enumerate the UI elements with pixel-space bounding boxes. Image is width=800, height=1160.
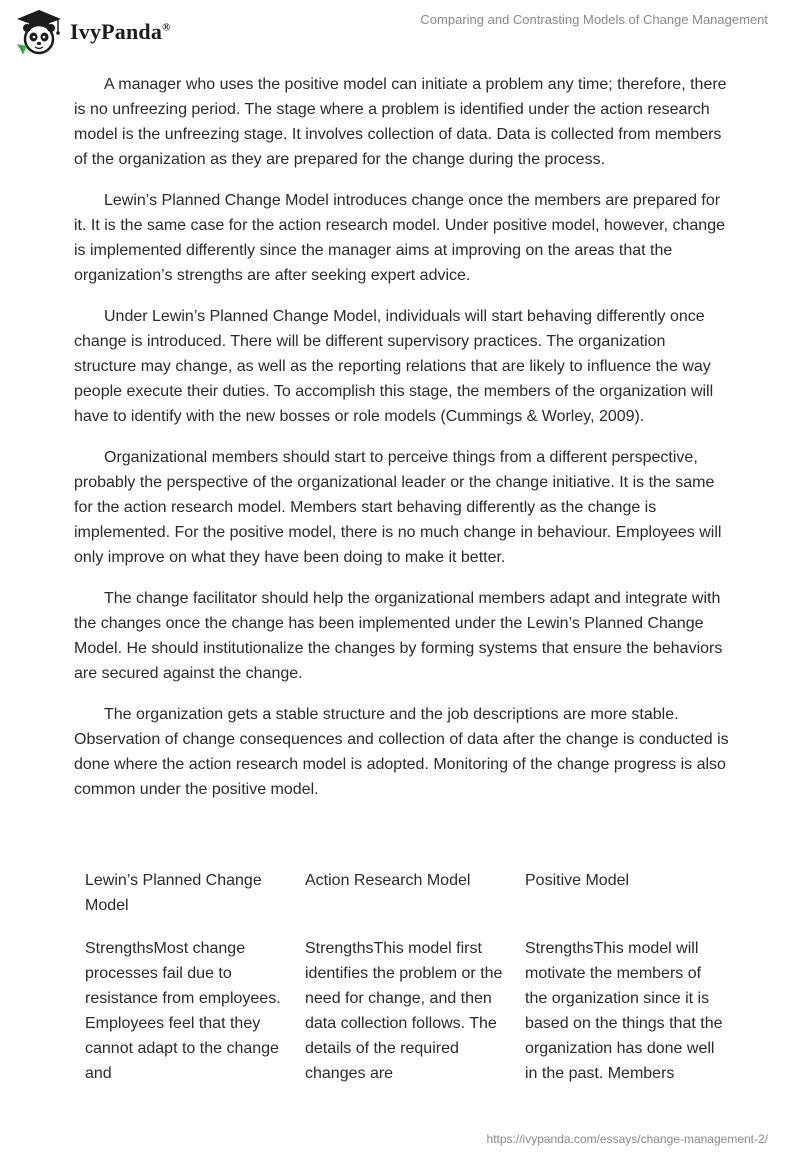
table-row bbox=[74, 936, 734, 1096]
table-cell-lewin: StrengthsMost change processes fail due to resistance from employees. Employees feel that they cannot adapt to the change and bbox=[85, 940, 281, 1082]
paragraph-3: Under Lewin’s Planned Change Model, individuals will start behaving differently once change is introduced. There will be different supervisory practices. The organization structure may change, as well as the reporting relations that are likely to influence the way people execute their duties. To accomplish this stage, the members of the organization will have to identify with the new bosses or role models (Cummings & Worley, 2009). bbox=[74, 308, 714, 425]
paragraph-6: The organization gets a stable structure and the job descriptions are more stable. Observation of change consequences and collection of data after the change is conducted is done where the action research model is adopted. Monitoring of the change progress is also common under the positive model. bbox=[74, 706, 729, 798]
essay-body bbox=[74, 72, 730, 818]
paragraph-5: The change facilitator should help the organizational members adapt and integrate with the changes once the change has been implemented under the Lewin’s Planned Change Model. He should institutionalize the changes by forming systems that ensure the behaviors are secured against the change. bbox=[74, 590, 723, 682]
page-header bbox=[0, 0, 800, 60]
paragraph-2: Lewin’s Planned Change Model introduces change once the members are prepared for it. It is the same case for the action research model. Under positive model, however, change is implemented differently since the manager aims at improving on the areas that the organization’s strengths are after seeking expert advice. bbox=[74, 192, 725, 284]
table-cell-positive: StrengthsThis model will motivate the members of the organization since it is based on the things that the organization has done well in the past. Members bbox=[525, 940, 723, 1082]
table-cell-action-research: StrengthsThis model first identifies the problem or the need for change, and then data collection follows. The details of the required changes are bbox=[305, 940, 503, 1082]
table-header-row bbox=[74, 868, 734, 936]
models-comparison-table bbox=[74, 868, 734, 1096]
source-url[interactable]: https://ivypanda.com/essays/change-management-2/ bbox=[486, 1132, 768, 1146]
paragraph-4: Organizational members should start to perceive things from a different perspective, probably the perspective of the organizational leader or the change initiative. It is the same for the action research model. Members start behaving differently as the change is implemented. For the positive model, there is no much change in behaviour. Employees will only improve on what they have been doing to make it better. bbox=[74, 449, 722, 566]
paragraph-1: A manager who uses the positive model can initiate a problem any time; therefore, there is no unfreezing period. The stage where a problem is identified under the action research model is the unfreezing stage. It involves collection of data. Data is collected from members of the organization as they are prepared for the change during the process. bbox=[74, 76, 727, 168]
brand-name: IvyPanda® bbox=[70, 19, 171, 44]
document-title: Comparing and Contrasting Models of Change Management bbox=[420, 12, 768, 27]
column-header-lewin: Lewin’s Planned Change Model bbox=[85, 872, 262, 914]
column-header-positive: Positive Model bbox=[525, 872, 630, 889]
panda-graduate-icon bbox=[14, 8, 64, 56]
brand-logo[interactable] bbox=[14, 8, 171, 56]
column-header-action-research: Action Research Model bbox=[305, 872, 471, 889]
